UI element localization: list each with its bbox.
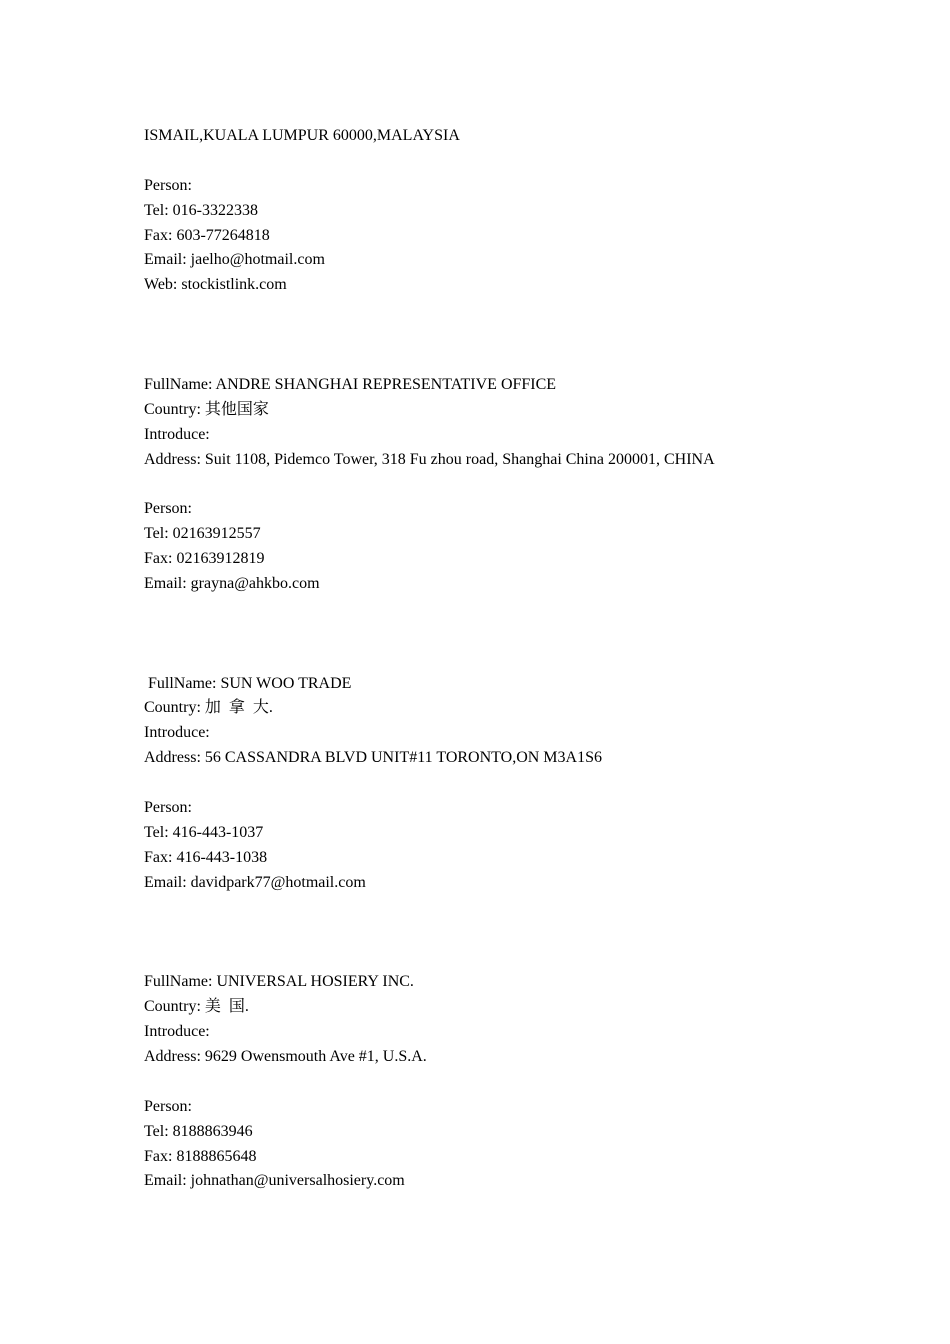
introduce-line: Introduce: xyxy=(144,425,210,443)
tel-line: Tel: 02163912557 xyxy=(144,525,261,543)
tel-line: Tel: 016-3322338 xyxy=(144,201,258,219)
contact-block-entry xyxy=(144,672,864,896)
fax-line: Fax: 8188865648 xyxy=(144,1147,257,1165)
tel-line: Tel: 8188863946 xyxy=(144,1122,253,1140)
contact-block-malaysia xyxy=(144,124,864,298)
person-line: Person: xyxy=(144,176,192,194)
person-line: Person: xyxy=(144,500,192,518)
document-page xyxy=(144,124,864,1194)
fax-line: Fax: 603-77264818 xyxy=(144,226,270,244)
email-line: Email: johnathan@universalhosiery.com xyxy=(144,1172,405,1190)
address-line: ISMAIL,KUALA LUMPUR 60000,MALAYSIA xyxy=(144,127,460,144)
email-line: Email: davidpark77@hotmail.com xyxy=(144,873,366,891)
contact-block-entry xyxy=(144,373,864,597)
introduce-line: Introduce: xyxy=(144,1023,210,1041)
address-line: Address: 9629 Owensmouth Ave #1, U.S.A. xyxy=(144,1047,427,1065)
country-line: Country: 其他国家 xyxy=(144,400,269,418)
fax-line: Fax: 416-443-1038 xyxy=(144,848,268,866)
fullname-line: FullName: UNIVERSAL HOSIERY INC. xyxy=(144,973,414,991)
fullname-line: FullName: SUN WOO TRADE xyxy=(144,674,352,692)
introduce-line: Introduce: xyxy=(144,724,210,742)
spacer xyxy=(144,149,864,174)
country-line: Country: 加 拿 大. xyxy=(144,699,273,717)
email-line: Email: grayna@ahkbo.com xyxy=(144,575,320,593)
address-line: Address: Suit 1108, Pidemco Tower, 318 Fu zhou road, Shanghai China 200001, CHINA xyxy=(144,450,715,468)
country-line: Country: 美 国. xyxy=(144,998,249,1016)
tel-line: Tel: 416-443-1037 xyxy=(144,823,264,841)
fullname-line: FullName: ANDRE SHANGHAI REPRESENTATIVE OFFICE xyxy=(144,375,557,393)
person-line: Person: xyxy=(144,799,192,817)
email-line: Email: jaelho@hotmail.com xyxy=(144,251,325,269)
address-line: Address: 56 CASSANDRA BLVD UNIT#11 TORONTO,ON M3A1S6 xyxy=(144,749,602,767)
contact-block-entry xyxy=(144,970,864,1194)
fax-line: Fax: 02163912819 xyxy=(144,550,265,568)
person-line: Person: xyxy=(144,1097,192,1115)
web-line: Web: stockistlink.com xyxy=(144,276,287,294)
